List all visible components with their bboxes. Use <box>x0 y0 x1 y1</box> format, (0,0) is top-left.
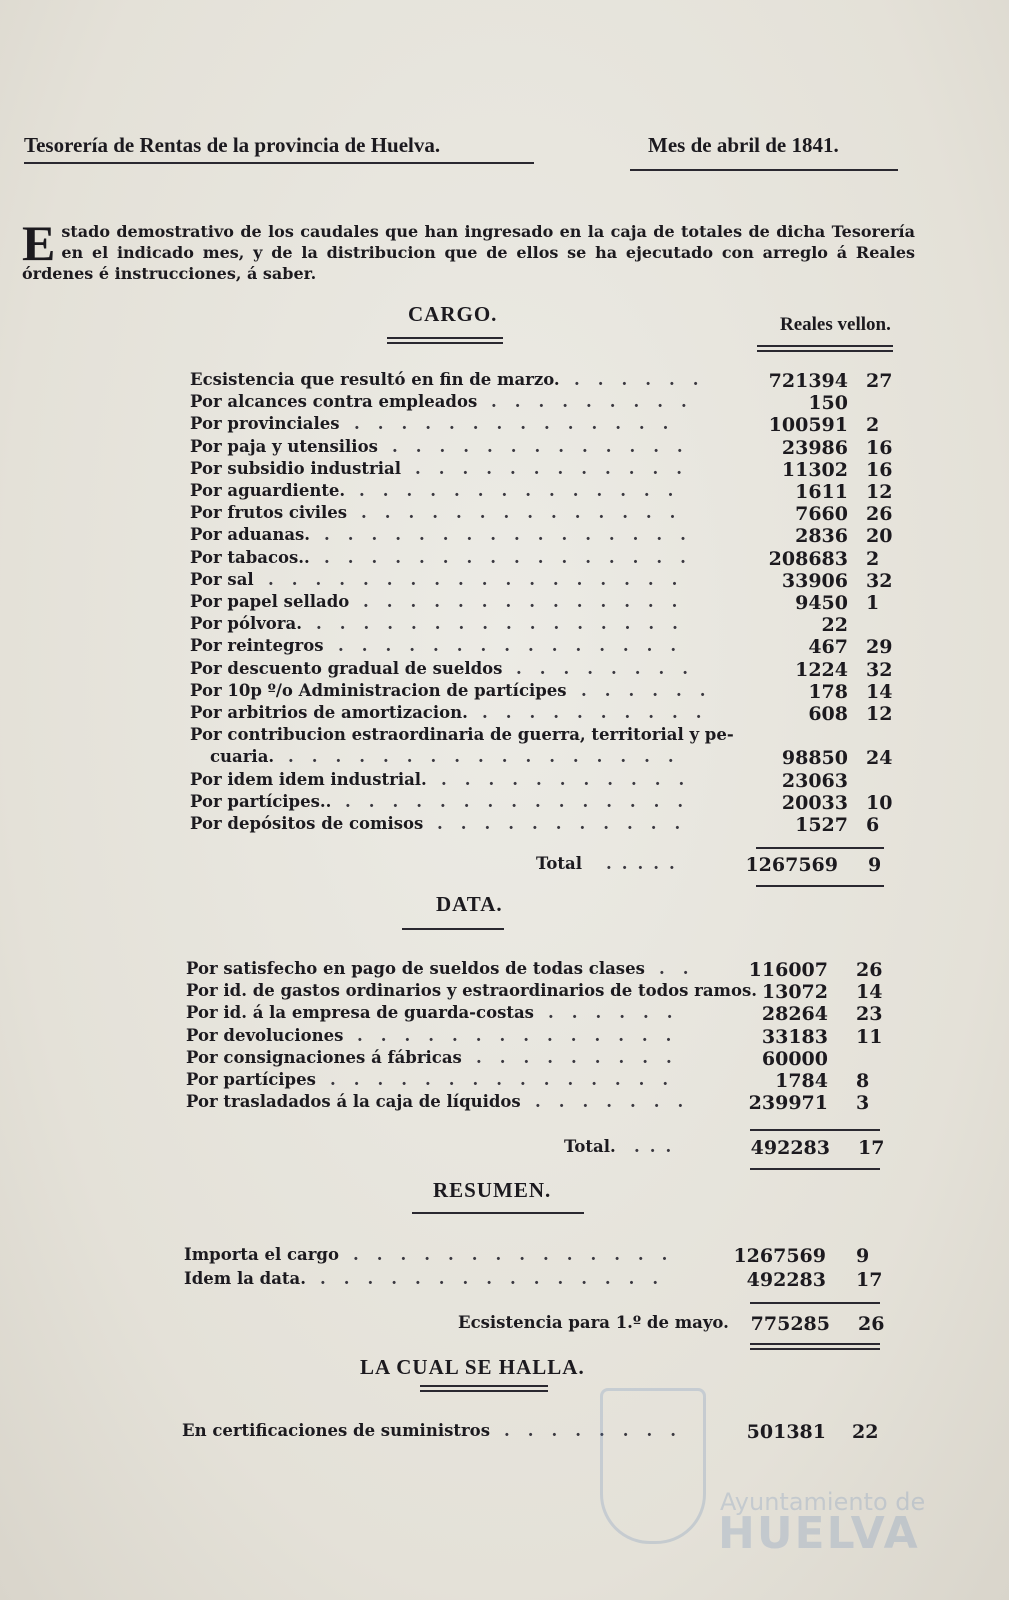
cargo-label: Por partícipes.. <box>190 791 332 811</box>
ecsistencia-reales: 775285 <box>750 1313 830 1335</box>
cargo-row <box>190 570 906 592</box>
resumen-label: Importa el cargo <box>184 1245 339 1264</box>
cargo-reales: 33906 <box>781 569 848 592</box>
resumen-reales: 1267569 <box>733 1245 826 1267</box>
data-total-rule <box>750 1168 880 1170</box>
cargo-label: Por sal <box>190 569 254 589</box>
data-total-row: Total. ... 492283 17 <box>564 1137 885 1159</box>
data-maravedis: 23 <box>856 1003 883 1026</box>
data-row <box>186 1092 896 1114</box>
cargo-title: CARGO. <box>408 302 498 326</box>
leader-dots: .............. <box>357 1025 690 1045</box>
data-row <box>186 1026 896 1048</box>
leader-dots: ......... <box>476 1047 690 1067</box>
data-label: Por id. á la empresa de guarda-costas <box>186 1003 534 1023</box>
resumen-maravedis: 17 <box>856 1269 883 1291</box>
cargo-reales: 22 <box>821 614 848 637</box>
header-rule-right <box>630 169 898 171</box>
data-row <box>186 959 896 981</box>
cargo-total-rule <box>756 885 884 887</box>
resumen-row <box>184 1269 896 1291</box>
cargo-maravedis: 27 <box>866 370 893 392</box>
cargo-reales: 100591 <box>768 414 848 437</box>
leader-dots: .......... <box>482 703 720 722</box>
archive-watermark <box>600 1380 930 1560</box>
cargo-reales: 11302 <box>781 458 848 481</box>
cargo-maravedis: 29 <box>866 636 893 659</box>
leader-dots: ............. <box>392 436 701 456</box>
cargo-label: Por frutos civiles <box>190 503 348 523</box>
cargo-row <box>190 503 906 525</box>
resumen-title-rule <box>412 1212 584 1214</box>
leader-dots: ............... <box>320 1269 677 1288</box>
data-maravedis: 11 <box>856 1025 883 1048</box>
leader-dots: ............... <box>330 1070 687 1089</box>
leader-dots: ................ <box>324 525 704 545</box>
cargo-reales: 7660 <box>795 503 848 526</box>
cargo-label: Por aguardiente. <box>190 481 346 500</box>
cargo-label: Por pólvora. <box>190 614 302 634</box>
data-reales: 116007 <box>748 959 828 981</box>
data-total-maravedis: 17 <box>858 1137 885 1159</box>
cargo-total-label: Total <box>536 854 582 873</box>
resumen-maravedis: 9 <box>856 1245 870 1267</box>
cargo-reales: 1527 <box>795 814 848 836</box>
halla-label: En certificaciones de suministros <box>182 1421 490 1440</box>
cargo-reales: 2836 <box>795 525 848 548</box>
leader-dots: ........ <box>516 658 706 678</box>
cargo-reales: 467 <box>808 636 848 659</box>
cargo-title-rule <box>387 337 503 344</box>
leader-dots: ........... <box>441 769 703 789</box>
cargo-maravedis: 12 <box>866 703 893 725</box>
cargo-total-row: Total ..... 1267569 9 <box>536 854 882 876</box>
cargo-maravedis: 10 <box>866 791 893 814</box>
leader-dots: ................ <box>324 547 704 567</box>
data-label: Por id. de gastos ordinarios y estraordinarios de todos ramos. <box>186 981 758 1001</box>
ecsistencia-maravedis: 26 <box>858 1313 885 1335</box>
halla-title-rule <box>420 1385 548 1392</box>
cargo-row <box>190 636 906 658</box>
cargo-reales: 208683 <box>768 547 848 570</box>
leader-dots: ....... <box>535 1092 702 1112</box>
cargo-row <box>190 614 906 636</box>
watermark-line2: HUELVA <box>718 1508 920 1559</box>
cargo-row <box>190 725 906 747</box>
data-maravedis: 8 <box>856 1070 870 1092</box>
data-maravedis: 3 <box>856 1092 870 1115</box>
cargo-label: Por depósitos de comisos <box>190 814 424 833</box>
resumen-label: Idem la data. <box>184 1269 306 1288</box>
cargo-reales: 608 <box>808 703 848 725</box>
data-label: Por devoluciones <box>186 1025 344 1045</box>
resumen-sum-rule <box>750 1302 880 1304</box>
leader-dots: .................. <box>268 569 696 589</box>
cargo-row <box>190 525 906 547</box>
cargo-row <box>190 370 906 392</box>
leader-dots: ...... <box>574 370 717 389</box>
leader-dots: ...... <box>548 1003 691 1023</box>
data-reales: 13072 <box>761 981 828 1004</box>
leader-dots: ...... <box>581 680 724 700</box>
data-title: DATA. <box>436 892 503 916</box>
data-title-rule <box>402 928 504 930</box>
leader-dots: .............. <box>359 481 692 500</box>
cargo-row <box>190 681 906 703</box>
ecsistencia-double-rule <box>750 1343 880 1350</box>
cargo-reales: 721394 <box>768 370 848 392</box>
halla-title: LA CUAL SE HALLA. <box>360 1355 585 1379</box>
leader-dots: ........... <box>437 814 699 833</box>
cargo-maravedis: 6 <box>866 814 880 836</box>
leader-dots: ............ <box>415 458 700 478</box>
cargo-label: Por descuento gradual de sueldos <box>190 658 503 678</box>
treasury-heading: Tesorería de Rentas de la provincia de Huelva. <box>24 133 441 157</box>
halla-reales: 501381 <box>746 1421 826 1443</box>
cargo-total-maravedis: 9 <box>868 854 882 876</box>
resumen-title: RESUMEN. <box>433 1178 552 1202</box>
cargo-maravedis: 12 <box>866 481 893 503</box>
coat-of-arms-icon <box>600 1388 706 1544</box>
watermark-line1: Ayuntamiento de <box>720 1488 926 1516</box>
cargo-maravedis: 16 <box>866 458 893 481</box>
cargo-label: Por contribucion estraordinaria de guerra, territorial y pe- <box>190 725 734 745</box>
leader-dots: .............. <box>363 592 696 611</box>
cargo-row <box>190 659 906 681</box>
cargo-row <box>190 592 906 614</box>
data-label: Por trasladados á la caja de líquidos <box>186 1092 521 1112</box>
cargo-label: Por provinciales <box>190 414 340 434</box>
resumen-row <box>184 1245 896 1267</box>
leader-dots: .. <box>659 959 707 978</box>
cargo-maravedis: 24 <box>866 747 893 770</box>
data-maravedis: 14 <box>856 981 883 1004</box>
data-reales: 28264 <box>761 1003 828 1026</box>
cargo-reales: 23063 <box>781 769 848 792</box>
cargo-label: Por paja y utensilios <box>190 436 378 456</box>
intro-paragraph <box>22 215 915 284</box>
cargo-maravedis: 2 <box>866 414 880 437</box>
resumen-reales: 492283 <box>746 1269 826 1291</box>
cargo-label: cuaria. <box>210 747 275 767</box>
data-row <box>186 981 896 1003</box>
cargo-reales: 178 <box>808 680 848 703</box>
leader-dots: .............. <box>353 1245 686 1264</box>
ecsistencia-label: Ecsistencia para 1.º de mayo. <box>458 1313 729 1332</box>
cargo-total-reales: 1267569 <box>745 854 838 876</box>
cargo-label: Por 10p º/o Administracion de partícipes <box>190 680 567 700</box>
cargo-row <box>190 459 906 481</box>
month-heading: Mes de abril de 1841. <box>648 133 839 157</box>
data-row <box>186 1048 896 1070</box>
cargo-label: Por alcances contra empleados <box>190 392 478 412</box>
intro-text: stado demostrativo de los caudales que han ingresado en la caja de totales de dicha Tesorería en el indicado mes, y de la distribucion que de ellos se ha ejecutado con arreglo á Reales órdenes é instrucciones, á saber. <box>22 222 915 283</box>
cargo-reales: 20033 <box>781 791 848 814</box>
cargo-reales: 23986 <box>781 436 848 459</box>
cargo-row <box>190 481 906 503</box>
data-reales: 1784 <box>775 1070 828 1092</box>
cargo-maravedis: 14 <box>866 680 893 703</box>
cargo-reales: 9450 <box>795 592 848 614</box>
data-row <box>186 1070 896 1092</box>
cargo-row <box>190 792 906 814</box>
cargo-row <box>190 703 906 725</box>
cargo-label: Ecsistencia que resultó en fin de marzo. <box>190 370 560 389</box>
cargo-row <box>190 747 906 769</box>
cargo-reales: 1611 <box>795 481 848 503</box>
data-label: Por partícipes <box>186 1070 316 1089</box>
leader-dots: ............... <box>338 636 695 656</box>
drop-cap: E <box>22 215 56 271</box>
cargo-label: Por idem idem industrial. <box>190 769 427 789</box>
header-rule-left <box>24 162 534 164</box>
cargo-reales: 98850 <box>781 747 848 770</box>
leader-dots: ............... <box>345 791 702 811</box>
data-reales: 60000 <box>761 1047 828 1070</box>
cargo-row <box>190 437 906 459</box>
cargo-maravedis: 20 <box>866 525 893 548</box>
leader-dots: ......... <box>491 392 705 412</box>
cargo-row <box>190 548 906 570</box>
cargo-maravedis: 26 <box>866 503 893 526</box>
cargo-maravedis: 1 <box>866 592 880 614</box>
leader-dots: ................. <box>288 747 692 767</box>
cargo-row <box>190 770 906 792</box>
data-reales: 33183 <box>761 1025 828 1048</box>
cargo-label: Por tabacos.. <box>190 547 310 567</box>
data-row <box>186 1003 896 1025</box>
cargo-label: Por aduanas. <box>190 525 311 545</box>
column-heading-rule <box>757 345 893 352</box>
leader-dots: .............. <box>354 414 687 434</box>
data-total-reales: 492283 <box>750 1137 830 1159</box>
data-maravedis: 26 <box>856 959 883 981</box>
cargo-reales: 1224 <box>795 658 848 681</box>
cargo-label: Por papel sellado <box>190 592 350 611</box>
cargo-maravedis: 16 <box>866 436 893 459</box>
halla-maravedis: 22 <box>852 1421 879 1443</box>
data-label: Por consignaciones á fábricas <box>186 1047 462 1067</box>
cargo-maravedis: 32 <box>866 569 893 592</box>
cargo-maravedis: 2 <box>866 547 880 570</box>
data-reales: 239971 <box>748 1092 828 1115</box>
cargo-sum-rule <box>756 847 884 849</box>
currency-column-heading: Reales vellon. <box>780 314 891 335</box>
cargo-label: Por reintegros <box>190 636 324 656</box>
cargo-row <box>190 814 906 836</box>
cargo-label: Por subsidio industrial <box>190 458 401 478</box>
cargo-row <box>190 414 906 436</box>
cargo-reales: 150 <box>808 392 848 415</box>
ecsistencia-row <box>458 1313 898 1335</box>
cargo-label: Por arbitrios de amortizacion. <box>190 703 468 722</box>
leader-dots: ........ <box>504 1421 694 1440</box>
data-label: Por satisfecho en pago de sueldos de todas clases <box>186 959 645 978</box>
data-sum-rule <box>750 1129 880 1131</box>
data-total-label: Total. <box>564 1137 616 1156</box>
leader-dots: .............. <box>361 503 694 523</box>
cargo-maravedis: 32 <box>866 658 893 681</box>
cargo-row <box>190 392 906 414</box>
leader-dots: ................ <box>316 614 696 634</box>
